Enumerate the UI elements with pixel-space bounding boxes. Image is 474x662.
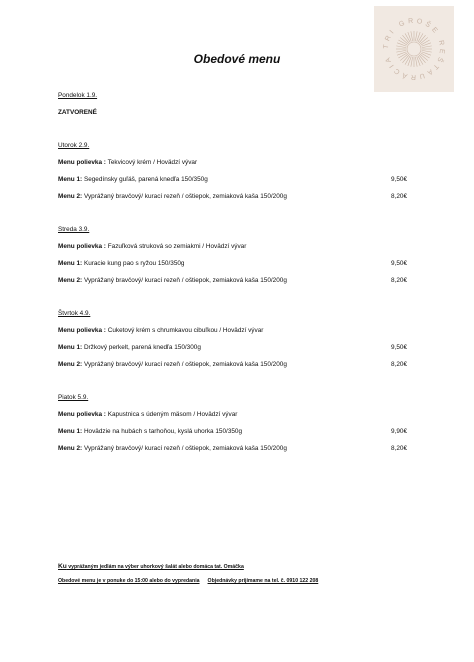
menu2-row-friday xyxy=(58,445,287,453)
menu1-row-friday xyxy=(58,428,242,436)
day-heading-monday: Pondelok 1.9. xyxy=(58,92,98,99)
side-dish-note-prefix: Ku xyxy=(58,563,67,570)
logo-ray xyxy=(422,46,432,48)
logo-ray xyxy=(411,31,413,41)
menu1-row-thursday xyxy=(58,344,201,352)
day-heading-tuesday: Utorok 2.9. xyxy=(58,142,90,149)
soup-text: Fazuľková struková so zemiakmi / Hovädzí vývar xyxy=(107,243,247,250)
logo-ray xyxy=(418,33,423,42)
menu2-price-tuesday: 8,20€ xyxy=(391,193,407,200)
availability-and-orders xyxy=(58,578,318,584)
menu2-row-wednesday xyxy=(58,277,287,285)
menu2-row-tuesday xyxy=(58,193,287,201)
logo-ray xyxy=(408,32,411,41)
closed-notice: ZATVORENÉ xyxy=(58,109,97,116)
menu1-text: Kuracie kung pao s ryžou 150/350g xyxy=(83,260,185,267)
soup-label: Menu polievka : xyxy=(58,411,106,418)
logo-ray xyxy=(397,43,406,46)
soup-label: Menu polievka : xyxy=(58,159,106,166)
menu1-text: Držkový perkelt, parená knedľa 150/300g xyxy=(83,344,201,351)
menu1-label: Menu 1: xyxy=(58,428,83,435)
menu2-label: Menu 2: xyxy=(58,277,83,284)
logo-ray xyxy=(396,46,406,48)
menu2-price-friday: 8,20€ xyxy=(391,445,407,452)
menu2-label: Menu 2: xyxy=(58,361,83,368)
menu1-label: Menu 1: xyxy=(58,344,83,351)
logo-ray xyxy=(398,40,407,45)
menu2-text: Vyprážaný bravčový/ kurací rezeň / oštiepok, zemiaková kaša 150/200g xyxy=(83,445,287,452)
menu1-label: Menu 1: xyxy=(58,260,83,267)
menu1-row-tuesday xyxy=(58,176,208,184)
orders-phone-text: Objednávky prijímame na tel. č. 0910 122 208 xyxy=(207,578,319,584)
menu1-price-wednesday: 9,50€ xyxy=(391,260,407,267)
menu1-label: Menu 1: xyxy=(58,176,83,183)
svg-text:TRI GROŠE REŠTAURÁCIA xyxy=(383,18,446,81)
menu2-label: Menu 2: xyxy=(58,193,83,200)
logo-ray xyxy=(417,32,420,41)
menu2-label: Menu 2: xyxy=(58,445,83,452)
restaurant-logo xyxy=(374,6,454,92)
menu2-text: Vyprážaný bravčový/ kurací rezeň / oštiepok, zemiaková kaša 150/200g xyxy=(83,361,287,368)
side-dish-note-text: vyprážaným jedlám na výber uhorkový šalát alebo domáca tat. Omáčka xyxy=(66,564,244,570)
soup-label: Menu polievka : xyxy=(58,327,106,334)
soup-row-friday xyxy=(58,411,237,419)
page-title: Obedové menu xyxy=(193,52,281,66)
menu1-price-thursday: 9,50€ xyxy=(391,344,407,351)
soup-text: Cuketový krém s chrumkavou cibuľkou / Hovädzí vývar xyxy=(107,327,264,334)
soup-text: Kapustnica s údeným mäsom / Hovädzí vývar xyxy=(107,411,238,418)
soup-row-wednesday xyxy=(58,243,246,251)
logo-ray xyxy=(421,40,430,45)
logo-ray xyxy=(415,31,417,41)
menu2-text: Vyprážaný bravčový/ kurací rezeň / oštiepok, zemiaková kaša 150/200g xyxy=(83,193,287,200)
menu1-price-tuesday: 9,50€ xyxy=(391,176,407,183)
menu2-price-thursday: 8,20€ xyxy=(391,361,407,368)
menu2-row-thursday xyxy=(58,361,287,369)
logo-ray xyxy=(422,43,431,46)
menu2-text: Vyprážaný bravčový/ kurací rezeň / oštiepok, zemiaková kaša 150/200g xyxy=(83,277,287,284)
soup-label: Menu polievka : xyxy=(58,243,106,250)
availability-text: Obedové menu je v ponuke do 15:00 alebo do vypredania xyxy=(58,578,200,584)
soup-text: Tekvicový krém / Hovädzí vývar xyxy=(107,159,198,166)
menu1-text: Segedínsky guľáš, parená knedľa 150/350g xyxy=(83,176,208,183)
menu1-text: Hovädzie na hubách s tarhoňou, kyslá uhorka 150/350g xyxy=(83,428,243,435)
day-heading-friday: Piatok 5.9. xyxy=(58,394,89,401)
day-heading-thursday: Štvrtok 4.9. xyxy=(58,310,91,317)
menu1-row-wednesday xyxy=(58,260,184,268)
restaurant-logo-graphic xyxy=(374,6,454,92)
menu1-price-friday: 9,90€ xyxy=(391,428,407,435)
soup-row-thursday xyxy=(58,327,263,335)
logo-ray xyxy=(405,33,410,42)
logo-ring-text: TRI GROŠE REŠTAURÁCIA xyxy=(382,17,446,81)
day-heading-wednesday: Streda 3.9. xyxy=(58,226,90,233)
menu2-price-wednesday: 8,20€ xyxy=(391,277,407,284)
side-dish-note xyxy=(58,563,244,570)
soup-row-tuesday xyxy=(58,159,197,167)
